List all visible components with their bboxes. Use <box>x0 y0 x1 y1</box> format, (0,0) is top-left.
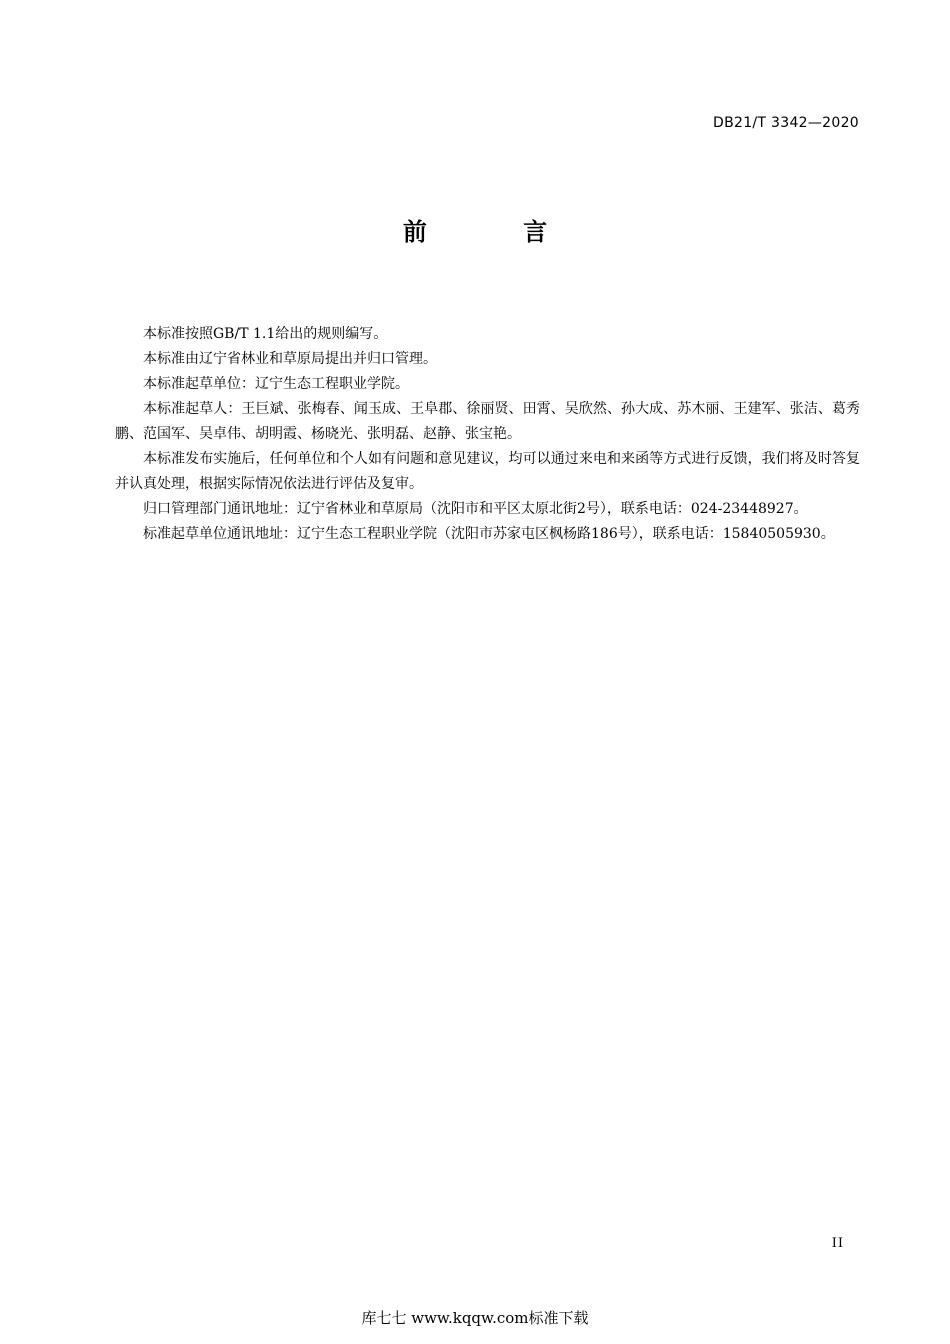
page-number: II <box>831 1236 844 1251</box>
standard-code: DB21/T 3342—2020 <box>713 115 859 131</box>
paragraph-feedback: 本标准发布实施后，任何单位和个人如有问题和意见建议，均可以通过来电和来函等方式进行反馈，我们将及时答复并认真处理，根据实际情况依法进行评估及复审。 <box>115 451 860 492</box>
foreword-body <box>115 322 860 547</box>
page-title: 前 言 <box>402 218 592 246</box>
paragraph-authority-address: 归口管理部门通讯地址：辽宁省林业和草原局（沈阳市和平区太原北街2号），联系电话：024-23448927。 <box>143 501 808 517</box>
paragraph-drafting-rules: 本标准按照GB/T 1.1给出的规则编写。 <box>143 326 388 342</box>
paragraph-proposer: 本标准由辽宁省林业和草原局提出并归口管理。 <box>143 351 437 367</box>
paragraph-drafting-unit: 本标准起草单位：辽宁生态工程职业学院。 <box>143 376 409 392</box>
paragraph-drafters: 本标准起草人：王巨斌、张梅春、闻玉成、王阜郡、徐丽贤、田霄、吴欣然、孙大成、苏木丽、王建军、张洁、葛秀鹏、范国军、吴卓伟、胡明霞、杨晓光、张明磊、赵静、张宝艳。 <box>115 401 860 442</box>
paragraph-drafter-address: 标准起草单位通讯地址：辽宁生态工程职业学院（沈阳市苏家屯区枫杨路186号），联系电话：15840505930。 <box>143 526 835 542</box>
footer-watermark-link[interactable]: 库七七 www.kqqw.com标准下载 <box>361 1309 589 1327</box>
